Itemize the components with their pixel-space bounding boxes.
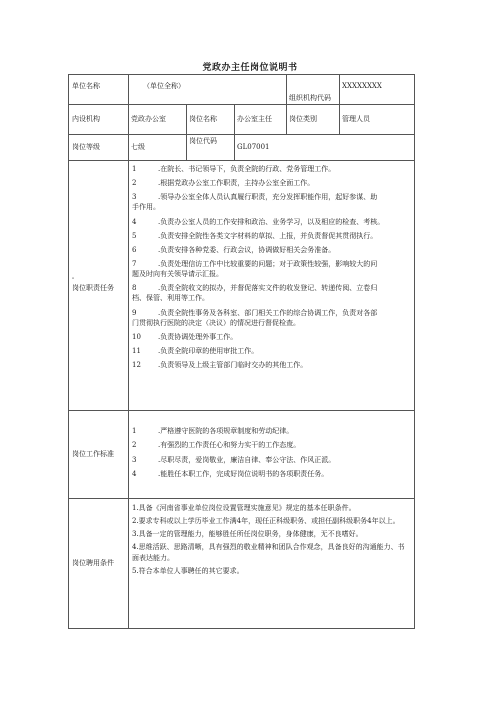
standards-label: 岗位工作标准: [69, 411, 129, 499]
unit-name-label: 单位名称: [69, 75, 129, 105]
row-duties: [69, 161, 415, 411]
list-item: 8 .负责全院收文的拟办，并督促落实文件的收发登记、转递传阅、立卷归: [132, 284, 378, 293]
list-item-continuation: 手作用。: [132, 203, 160, 212]
list-item: 7 .负责处理信访工作中比较重要的问题；对于政策性较强，影响较大的问: [132, 259, 378, 268]
position-code-value: GL07001: [235, 135, 415, 161]
duties-label: [69, 161, 129, 411]
duties-mark: ": [72, 276, 75, 283]
list-item: 6 .负责安排各种党委、行政会议，协调做好相关会务准备。: [132, 245, 336, 254]
row-grade: [69, 135, 415, 161]
list-item: 9 .负责全院性事务及各科室、部门相关工作的综合协调工作，负责对各部: [132, 308, 378, 317]
list-item: 3 .领导办公室全体人员认真履行职责，充分发挥职能作用，起好参谋、助: [132, 193, 378, 202]
list-item: 4 .负责办公室人员的工作安排和政治、业务学习，以及相应的检查、考核。: [132, 217, 385, 226]
list-item-continuation: 档、保管、利用等工作。: [132, 294, 209, 303]
grade-value: 七级: [129, 135, 187, 161]
position-name-label: 岗位名称: [187, 105, 235, 135]
department-value: 党政办公室: [129, 105, 187, 135]
conditions-list: [129, 499, 415, 629]
duties-label-text: 岗位职责任务: [72, 283, 114, 292]
list-item: 12 .负责领导及上级主管部门临时交办的其他工作。: [132, 361, 308, 370]
list-item: 10 .负责协调处理外事工作。: [132, 332, 238, 341]
list-item: 1.具备《河南省事业单位岗位设置管理实施意见》规定的基本任职条件。: [132, 504, 356, 512]
row-department: [69, 105, 415, 135]
conditions-label: 岗位聘用条件: [69, 499, 129, 629]
org-code-value: XXXXXXXX: [340, 75, 415, 105]
position-code-label: 岗位代码: [187, 135, 235, 161]
row-conditions: [69, 499, 415, 629]
list-item: 4 .能胜任本职工作，完成好岗位说明书的各项职责任务。: [132, 469, 329, 478]
standards-list: [129, 411, 415, 499]
org-code-label: 组织机构代码: [287, 75, 340, 105]
position-type-label: 岗位类别: [287, 105, 340, 135]
list-item: 2.要求专科或以上学历毕业工作满4年，现任正科级职务、或担任副科级职务4年以上。: [132, 517, 400, 526]
job-description-table: [68, 74, 415, 629]
unit-name-value: （单位全称）: [129, 75, 287, 105]
list-item: 5.符合本单位人事聘任的其它要求。: [132, 566, 244, 575]
list-item: 2 .有强烈的工作责任心和努力实干的工作态度。: [132, 441, 301, 450]
list-item-continuation: 题及时向有关领导请示汇报。: [132, 270, 223, 279]
list-item: 1 .严格遵守医院的各项规章制度和劳动纪律。: [132, 427, 294, 436]
list-item: 3 .尽职尽责，爱岗敬业，廉洁自律、奉公守法、作风正派。: [132, 455, 336, 464]
grade-label: 岗位等级: [69, 135, 129, 161]
list-item: 11 .负责全院印章的使用审批工作。: [132, 346, 259, 355]
row-unit: [69, 75, 415, 105]
position-type-value: 管理人员: [340, 105, 415, 135]
list-item: 5 .负责安排全院性各类文字材料的草拟、上报，并负责督促其贯彻执行。: [132, 231, 378, 240]
list-item: 1 .在院长、书记领导下，负责全院的行政、党务管理工作。: [132, 165, 336, 173]
department-label: 内设机构: [69, 105, 129, 135]
list-item: 4.思维活跃、思路清晰，具有强烈的敬业精神和团队合作观念，具备良好的沟通能力、书面表达能力。: [132, 543, 405, 562]
position-name-value: 办公室主任: [235, 105, 287, 135]
document-title: 党政办主任岗位说明书: [202, 63, 298, 73]
list-item-continuation: 门贯彻执行医院的决定（决议）的情况进行督促检查。: [132, 318, 300, 327]
duties-list: [129, 161, 415, 411]
row-standards: [69, 411, 415, 499]
list-item: 2 .根据党政办公室工作职责，主持办公室全面工作。: [132, 179, 315, 188]
list-item: 3.具备一定的管理能力，能够胜任所任岗位职务，身体健康，无不良嗜好。: [132, 530, 363, 539]
